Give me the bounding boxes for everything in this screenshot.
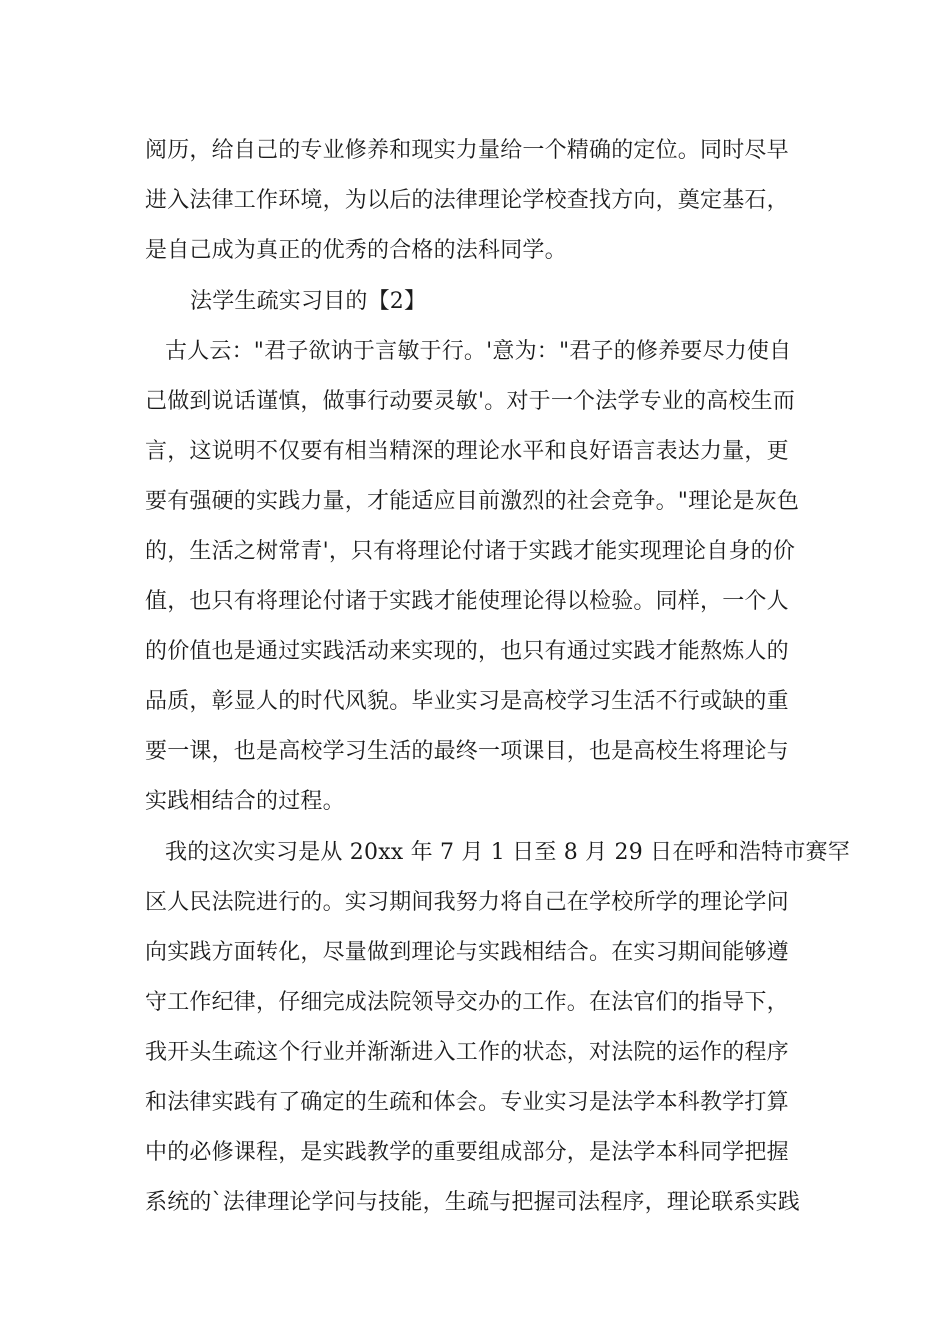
- paragraph-2-line-10: 实践相结合的过程。: [145, 789, 345, 814]
- paragraph-1-line-2: 进入法律工作环境，为以后的法律理论学校查找方向，奠定基石，: [145, 188, 789, 213]
- paragraph-3-line-7: 中的必修课程，是实践教学的重要组成部分，是法学本科同学把握: [145, 1140, 789, 1165]
- paragraph-3-line-2: 区人民法院进行的。实习期间我努力将自己在学校所学的理论学问: [145, 890, 789, 915]
- paragraph-3-line-4: 守工作纪律，仔细完成法院领导交办的工作。在法官们的指导下，: [145, 990, 789, 1015]
- paragraph-2-line-5: 的，生活之树常青'，只有将理论付诸于实践才能实现理论自身的价: [145, 539, 796, 564]
- section-heading: 法学生疏实习目的【2】: [190, 289, 427, 314]
- paragraph-2-line-7: 的价值也是通过实践活动来实现的，也只有通过实践才能熬炼人的: [145, 639, 789, 664]
- paragraph-2-line-2: 己做到说话谨慎，做事行动要灵敏'。对于一个法学专业的高校生而: [145, 389, 796, 414]
- paragraph-1-line-1: 阅历，给自己的专业修养和现实力量给一个精确的定位。同时尽早: [145, 138, 789, 163]
- paragraph-2-line-1: 古人云："君子欲讷于言敏于行。'意为："君子的修养要尽力使自: [165, 339, 792, 364]
- paragraph-1-line-3: 是自己成为真正的优秀的合格的法科同学。: [145, 238, 567, 263]
- paragraph-2-line-3: 言，这说明不仅要有相当精深的理论水平和良好语言表达力量，更: [145, 439, 789, 464]
- paragraph-3-line-8: 系统的`法律理论学问与技能，生疏与把握司法程序，理论联系实践: [145, 1190, 801, 1215]
- paragraph-2-line-9: 要一课，也是高校学习生活的最终一项课目，也是高校生将理论与: [145, 739, 789, 764]
- paragraph-2-line-8: 品质，彰显人的时代风貌。毕业实习是高校学习生活不行或缺的重: [145, 689, 789, 714]
- paragraph-3-line-3: 向实践方面转化，尽量做到理论与实践相结合。在实习期间能够遵: [145, 940, 789, 965]
- paragraph-3-line-1: 我的这次实习是从 20xx 年 7 月 1 日至 8 月 29 日在呼和浩特市赛罕: [165, 840, 850, 865]
- paragraph-2-line-6: 值，也只有将理论付诸于实践才能使理论得以检验。同样，一个人: [145, 589, 789, 614]
- paragraph-3-line-6: 和法律实践有了确定的生疏和体会。专业实习是法学本科教学打算: [145, 1090, 789, 1115]
- paragraph-2-line-4: 要有强硬的实践力量，才能适应目前激烈的社会竞争。"理论是灰色: [145, 489, 800, 514]
- paragraph-3-line-5: 我开头生疏这个行业并渐渐进入工作的状态，对法院的运作的程序: [145, 1040, 789, 1065]
